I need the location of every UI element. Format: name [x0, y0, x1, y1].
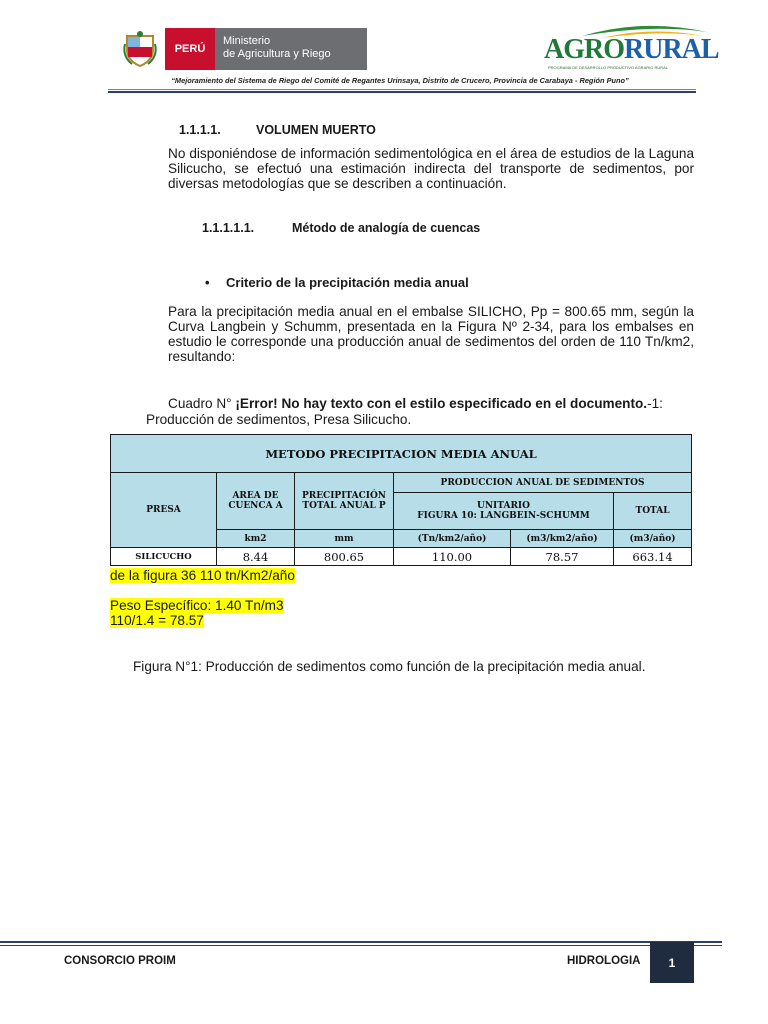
footer-company: CONSORCIO PROIM — [64, 955, 176, 967]
ministry-logo — [115, 28, 367, 70]
section-heading — [179, 123, 376, 137]
col-area: AREA DE CUENCA A — [217, 473, 295, 530]
figure-caption: Figura N°1: Producción de sedimentos como función de la precipitación media anual. — [133, 659, 646, 674]
section-number: 1.1.1.1. — [179, 123, 221, 137]
header-divider — [108, 89, 696, 90]
precipitation-paragraph: Para la precipitación media anual en el embalse SILICHO, Pp = 800.65 mm, según la Curva Langbein y Schumm, presentada en la Figura Nº 2-34, para los embalses en estudio le corresponde una producción anual de sedimentos del orden de 110 Tn/km2, resultando: — [168, 304, 694, 364]
caption-error-text: ¡Error! No hay texto con el estilo especificado en el documento. — [235, 396, 648, 411]
unit-tn: (Tn/km2/año) — [394, 530, 511, 548]
table-title: METODO PRECIPITACION MEDIA ANUAL — [111, 435, 692, 473]
subsection-title: Método de analogía de cuencas — [292, 221, 481, 235]
project-title: “Mejoramiento del Sistema de Riego del Comité de Regantes Urinsaya, Distrito de Crucero, Provincia de Carabaya - Región Puno” — [171, 76, 629, 85]
agro-text: AGRO — [544, 34, 624, 65]
cell-area: 8.44 — [217, 548, 295, 566]
header-divider-thick — [108, 91, 696, 93]
criterion-bullet — [205, 275, 469, 290]
caption-prefix: Cuadro N° — [168, 396, 232, 411]
ministry-line-1: Ministerio — [223, 35, 271, 47]
col-total: TOTAL — [614, 493, 692, 530]
col-produccion: PRODUCCION ANUAL DE SEDIMENTOS — [394, 473, 692, 493]
figura-label: FIGURA 10: LANGBEIN-SCHUMM — [417, 511, 590, 521]
bullet-text: Criterio de la precipitación media anual — [226, 275, 469, 290]
col-precipitation: PRECIPITACIÓN TOTAL ANUAL P — [295, 473, 394, 530]
footer-divider-thick — [0, 941, 722, 943]
agrorural-logo — [542, 22, 719, 70]
table-caption — [146, 396, 706, 428]
subsection-number: 1.1.1.1.1. — [202, 221, 255, 235]
calculation-note: 110/1.4 = 78.57 — [110, 613, 204, 628]
unitario-label: UNITARIO — [476, 501, 530, 511]
sediment-table — [110, 434, 692, 566]
col-presa: PRESA — [111, 473, 217, 548]
peru-coat-of-arms-icon — [115, 28, 165, 70]
cell-presa: SILICUCHO — [111, 548, 217, 566]
ministry-name — [215, 28, 367, 70]
unit-m3km2: (m3/km2/año) — [511, 530, 614, 548]
footer-section: HIDROLOGIA — [567, 955, 641, 967]
page-number: 1 — [650, 942, 694, 983]
unit-total: (m3/año) — [614, 530, 692, 548]
caption-line-2: Producción de sedimentos, Presa Silicucho. — [146, 412, 412, 427]
cell-m3km2: 78.57 — [511, 548, 614, 566]
figure-value-note: de la figura 36 110 tn/Km2/año — [110, 568, 295, 583]
col-unitario — [394, 493, 614, 530]
footer-divider — [0, 945, 722, 946]
cell-tn: 110.00 — [394, 548, 511, 566]
subsection-heading — [202, 221, 480, 235]
caption-suffix: -1: — [647, 396, 663, 411]
specific-weight-note: Peso Específico: 1.40 Tn/m3 — [110, 598, 284, 613]
peru-label: PERÚ — [165, 28, 215, 70]
agrorural-wordmark — [544, 34, 719, 66]
agrorural-tagline: PROGRAMA DE DESARROLLO PRODUCTIVO AGRARIO RURAL — [548, 65, 669, 70]
unit-precip: mm — [295, 530, 394, 548]
intro-paragraph: No disponiéndose de información sedimentológica en el área de estudios de la Laguna Silicucho, se efectuó una estimación indirecta del transporte de sedimentos, por diversas metodologías que se describen a continuación. — [168, 146, 694, 191]
cell-precip: 800.65 — [295, 548, 394, 566]
rural-text: RURAL — [624, 34, 719, 65]
cell-total: 663.14 — [614, 548, 692, 566]
table-row — [111, 548, 692, 566]
ministry-line-2: de Agricultura y Riego — [223, 48, 331, 60]
unit-area: km2 — [217, 530, 295, 548]
section-title: VOLUMEN MUERTO — [256, 123, 376, 137]
bullet-icon: • — [205, 275, 210, 290]
